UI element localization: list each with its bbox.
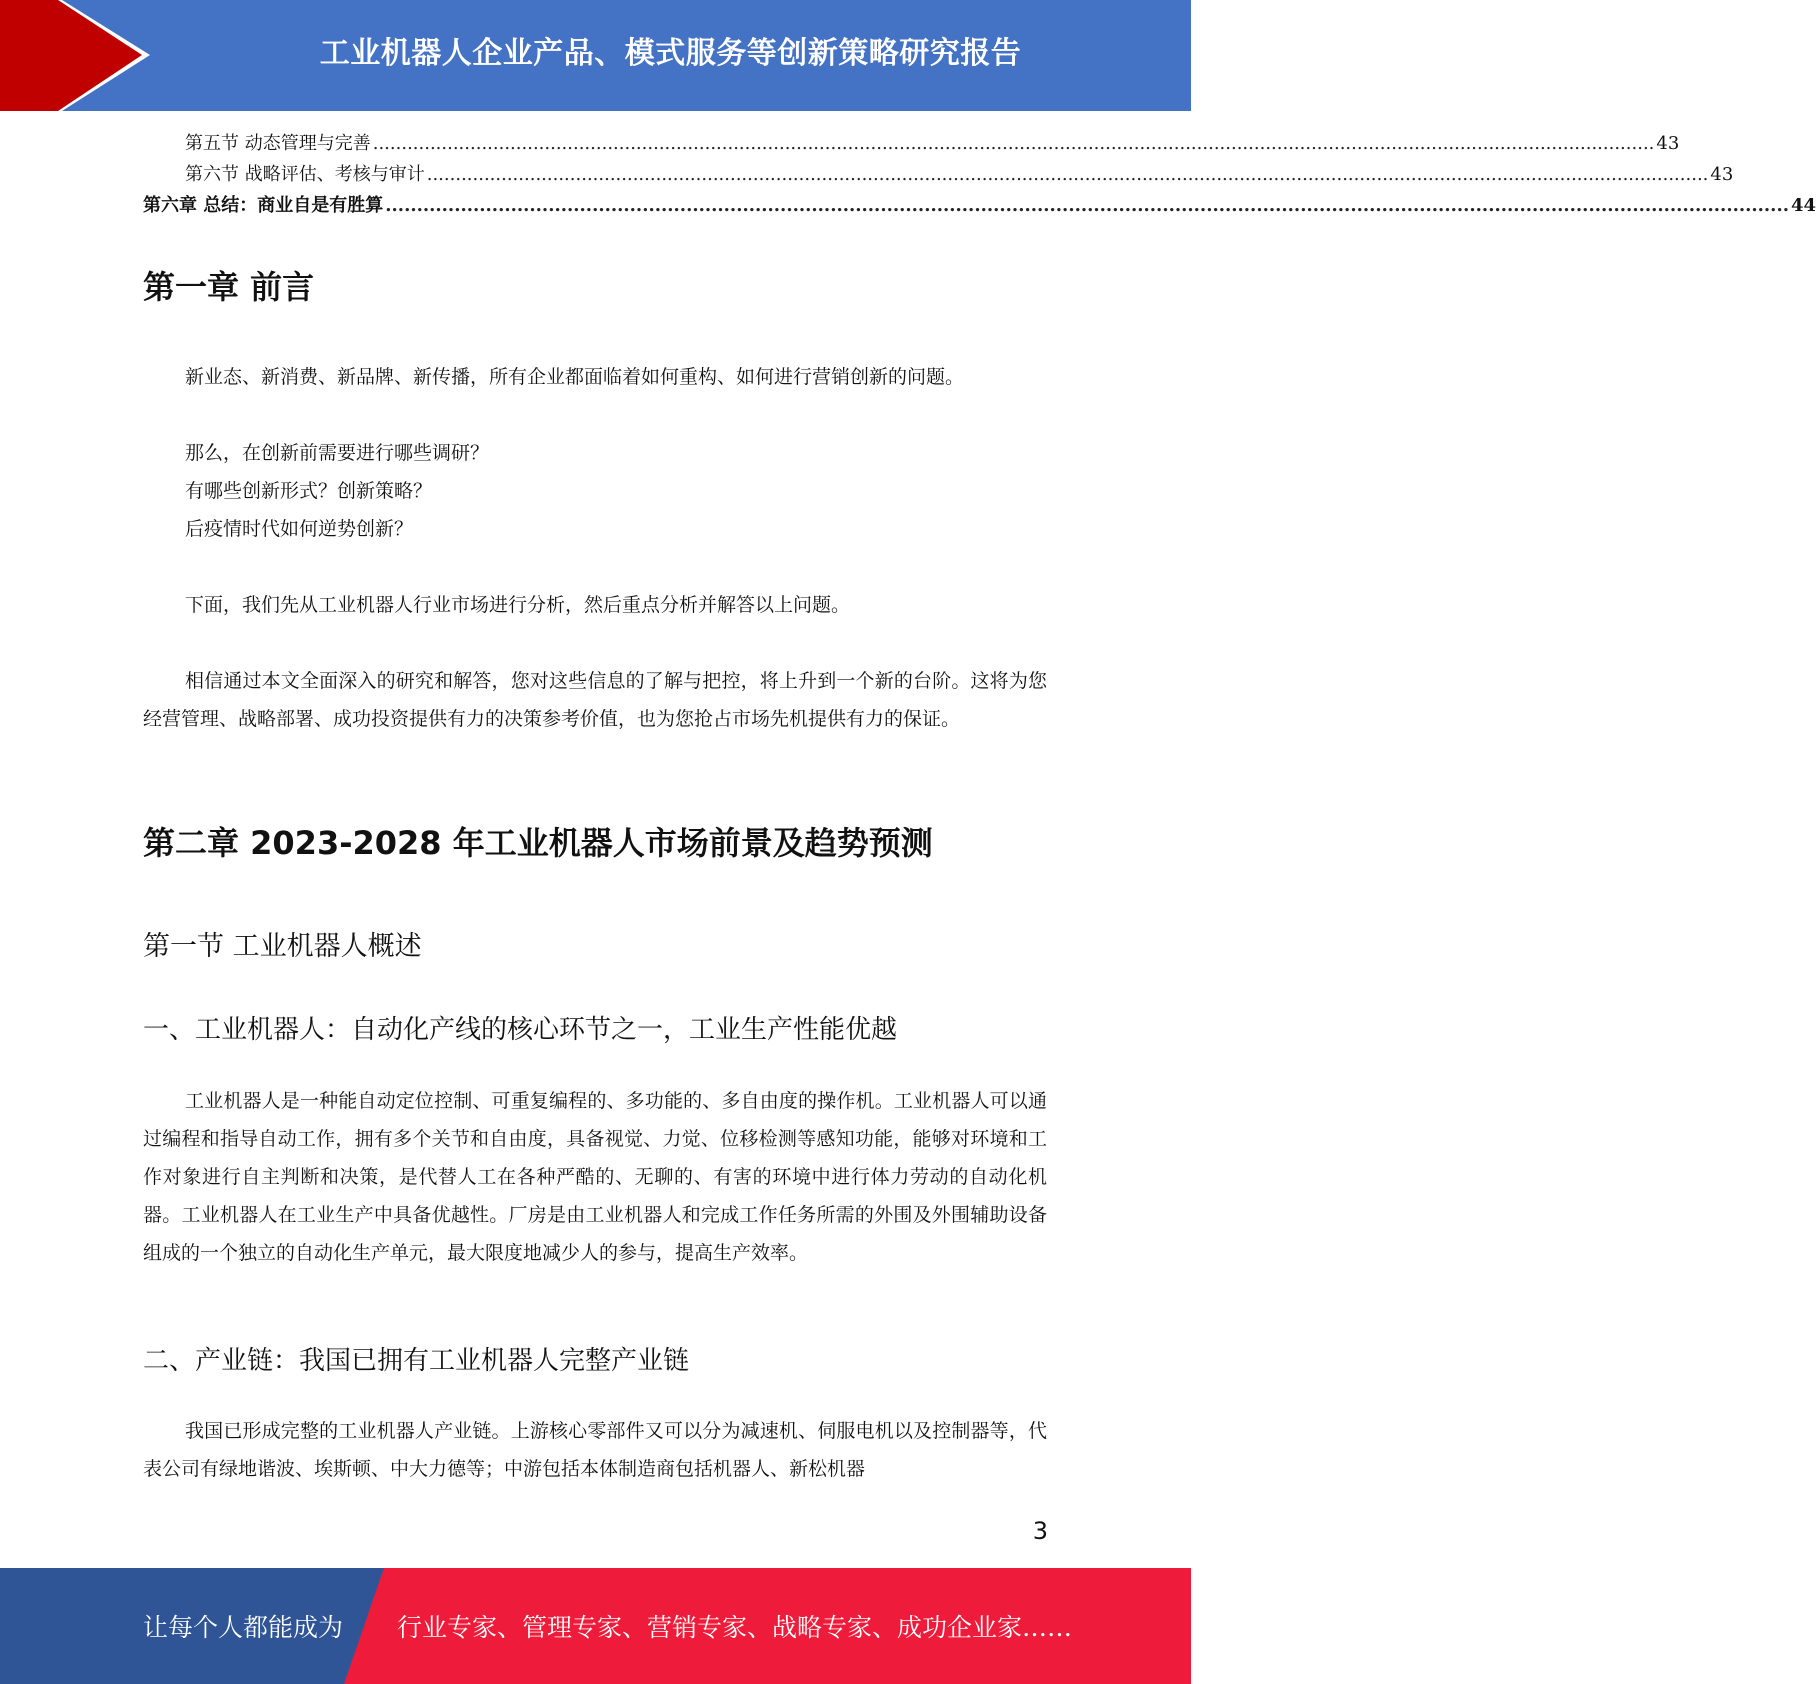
- chapter-1-title: 第一章 前言: [143, 268, 315, 306]
- toc-entry[interactable]: [143, 190, 1816, 221]
- subsection-1-title: 一、工业机器人：自动化产线的核心环节之一，工业生产性能优越: [143, 1015, 898, 1045]
- footer-slogan-right: 行业专家、管理专家、营销专家、战略专家、成功企业家……: [397, 1613, 1073, 1642]
- toc-entry-title: 第六章 总结：商业自是有胜算: [143, 195, 384, 216]
- table-of-contents: [143, 128, 1816, 221]
- footer-slogan-left: 让每个人都能成为: [143, 1613, 344, 1642]
- chapter-2-title: 第二章 2023-2028 年工业机器人市场前景及趋势预测: [143, 824, 933, 862]
- subsection-1-paragraph: 工业机器人是一种能自动定位控制、可重复编程的、多功能的、多自由度的操作机。工业机器人可以通过编程和指导自动工作，拥有多个关节和自由度，具备视觉、力觉、位移检测等感知功能，能够对环境和工作对象进行自主判断和决策，是代替人工在各种严酷的、无聊的、有害的环境中进行体力劳动的自动化机器。工业机器人在工业生产中具备优越性。厂房是由工业机器人和完成工作任务所需的外围及外围辅助设备组成的一个独立的自动化生产单元，最大限度地减少人的参与，提高生产效率。: [143, 1090, 1047, 1264]
- toc-entry-title: 第六节 战略评估、考核与审计: [185, 164, 425, 185]
- question-line: 后疫情时代如何逆势创新？: [185, 518, 414, 540]
- section-1-title: 第一节 工业机器人概述: [143, 931, 422, 962]
- page-number: 3: [1032, 1517, 1048, 1545]
- header-title: 工业机器人企业产品、模式服务等创新策略研究报告: [319, 36, 1022, 71]
- toc-leader: ................................................................................................................................................................................................................................: [426, 164, 1709, 185]
- toc-entry[interactable]: [143, 128, 1680, 159]
- toc-entry[interactable]: [143, 159, 1734, 190]
- question-line: 那么，在创新前需要进行哪些调研？: [185, 442, 490, 464]
- toc-leader: ................................................................................................................................................................................................................................: [385, 195, 1789, 216]
- toc-entry-title: 第五节 动态管理与完善: [185, 133, 371, 154]
- page-footer: [0, 1568, 1191, 1684]
- intro-paragraph: 新业态、新消费、新品牌、新传播，所有企业都面临着如何重构、如何进行营销创新的问题。: [185, 366, 965, 388]
- toc-leader: ................................................................................................................................................................................................................................: [372, 133, 1655, 154]
- analysis-paragraph: 下面，我们先从工业机器人行业市场进行分析，然后重点分析并解答以上问题。: [185, 594, 851, 616]
- toc-entry-page: 44: [1790, 195, 1816, 216]
- page-header: [0, 0, 1191, 111]
- question-line: 有哪些创新形式？创新策略？: [185, 480, 433, 502]
- subsection-2-paragraph: 我国已形成完整的工业机器人产业链。上游核心零部件又可以分为减速机、伺服电机以及控制器等，代表公司有绿地谐波、埃斯顿、中大力德等；中游包括本体制造商包括机器人、新松机器: [143, 1420, 1047, 1480]
- toc-entry-page: 43: [1710, 164, 1734, 185]
- toc-entry-page: 43: [1656, 133, 1680, 154]
- value-paragraph: 相信通过本文全面深入的研究和解答，您对这些信息的了解与把控，将上升到一个新的台阶。这将为您经营管理、战略部署、成功投资提供有力的决策参考价值，也为您抢占市场先机提供有力的保证。: [143, 670, 1047, 730]
- subsection-2-title: 二、产业链：我国已拥有工业机器人完整产业链: [143, 1346, 690, 1376]
